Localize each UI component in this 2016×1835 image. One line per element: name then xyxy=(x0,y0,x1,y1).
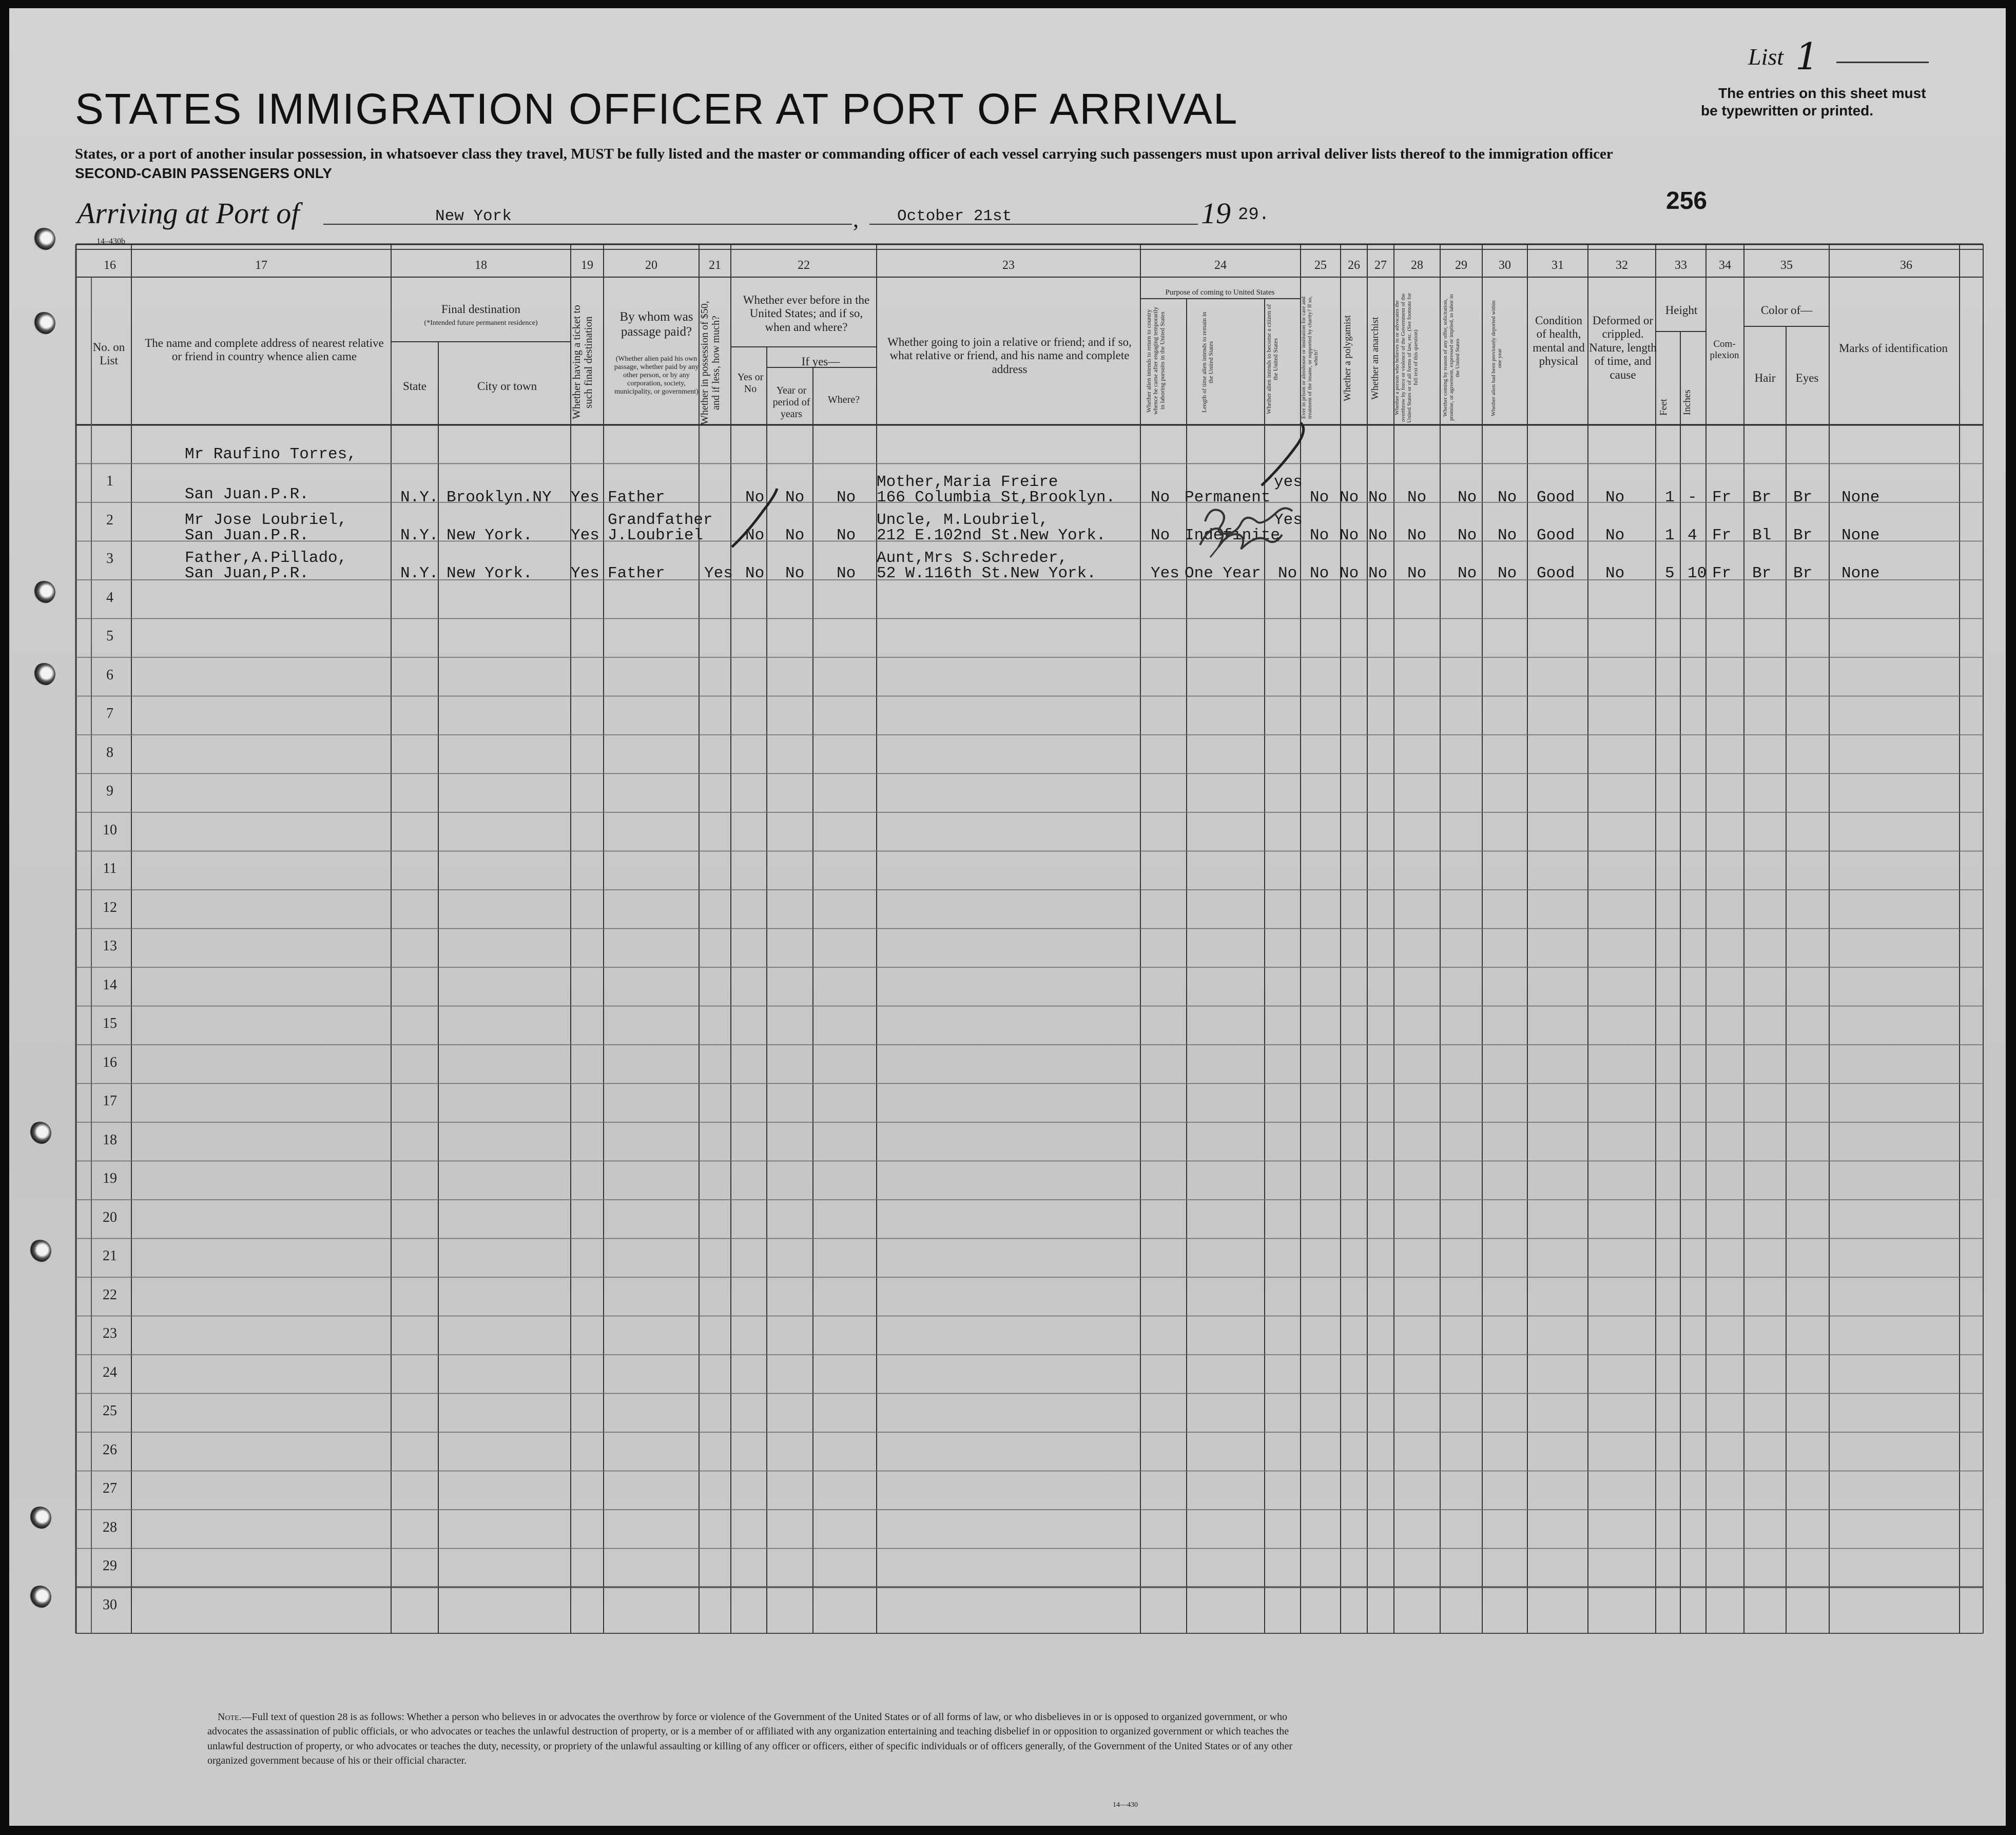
comma: , xyxy=(853,207,859,232)
cell-complexion: Fr xyxy=(1712,489,1732,506)
cell-before-yn: No xyxy=(745,526,765,544)
cell-c27: No xyxy=(1368,526,1388,544)
cell-c25: No xyxy=(1310,526,1329,544)
cell-complexion: Fr xyxy=(1712,526,1732,544)
cell-c25: No xyxy=(1310,489,1329,506)
row-number: 13 xyxy=(103,938,117,954)
cell-join-l1: Uncle, M.Loubriel, xyxy=(877,511,1049,529)
cell-relative-l2: San Juan.P.R. xyxy=(185,485,309,503)
row-number: 22 xyxy=(103,1286,117,1303)
cell-c29: No xyxy=(1458,564,1477,582)
row-number: 18 xyxy=(103,1131,117,1148)
column-number: 20 xyxy=(645,259,657,272)
cell-city: Brooklyn.NY xyxy=(447,489,552,506)
cell-state: N.Y. xyxy=(400,526,439,544)
cell-before-yn: No xyxy=(745,564,765,582)
cell-before-yn: No xyxy=(745,489,765,506)
cell-feet: 1 xyxy=(1665,526,1675,544)
header-where: Where? xyxy=(827,394,860,405)
instruction-line-2: be typewritten or printed. xyxy=(1701,103,1874,119)
column-number: 33 xyxy=(1675,259,1687,272)
cell-deformed: No xyxy=(1605,489,1625,506)
cell-eyes: Br xyxy=(1793,564,1813,582)
cell-c30: No xyxy=(1498,564,1517,582)
cell-c28: No xyxy=(1407,526,1427,544)
cell-health: Good xyxy=(1537,564,1575,582)
cell-before-where: No xyxy=(837,489,856,506)
cell-citizen: Yes xyxy=(1274,511,1303,529)
cell-citizen: yes xyxy=(1274,473,1303,491)
year-prefix: 19 xyxy=(1201,197,1231,230)
cell-inches: 10 xyxy=(1688,564,1707,582)
cell-length: One Year xyxy=(1185,564,1261,582)
cell-state: N.Y. xyxy=(400,489,439,506)
header-before-us: Whether ever before in the United States; and if so, when and where? xyxy=(743,294,870,334)
cell-c29: No xyxy=(1458,526,1477,544)
header-if-yes: If yes— xyxy=(801,355,840,368)
column-number: 36 xyxy=(1900,259,1912,272)
row-number: 20 xyxy=(103,1209,117,1225)
row-number: 30 xyxy=(103,1596,117,1613)
cell-join-l2: 166 Columbia St,Brooklyn. xyxy=(877,489,1116,506)
column-number: 29 xyxy=(1455,259,1467,272)
row-number: 21 xyxy=(103,1248,117,1264)
cell-health: Good xyxy=(1537,489,1575,506)
column-number: 19 xyxy=(581,259,593,272)
column-number: 17 xyxy=(255,259,267,272)
cell-deformed: No xyxy=(1605,564,1625,582)
header-col28: Whether a person who believes in or advocates the overthrow by force or violence of the Government of the United States or of all forms of law, etc. (See footnote for full text of this question) xyxy=(1394,292,1419,423)
row-number: 14 xyxy=(103,977,117,993)
row-number: 5 xyxy=(106,628,113,644)
cell-join-l1: Mother,Maria Freire xyxy=(877,473,1058,491)
instruction-line-1: The entries on this sheet must xyxy=(1718,85,1926,101)
cell-join-l2: 212 E.102nd St.New York. xyxy=(877,526,1106,544)
column-number: 35 xyxy=(1780,259,1793,272)
cell-city: New York. xyxy=(447,526,533,544)
sheet-number: 256 xyxy=(1666,187,1708,214)
cell-marks: None xyxy=(1841,564,1880,582)
cell-inches: 4 xyxy=(1688,526,1697,544)
cell-possession: Yes xyxy=(704,564,733,582)
column-number: 18 xyxy=(475,259,487,272)
header-col26: Whether a polygamist xyxy=(1342,315,1353,401)
cell-marks: None xyxy=(1841,489,1880,506)
row-number: 28 xyxy=(103,1519,117,1535)
header-passage-paid: By whom was passage paid? xyxy=(619,310,693,339)
row-number: 10 xyxy=(103,822,117,838)
header-purpose-b: Length of time alien intends to remain in the United States xyxy=(1200,311,1215,413)
page-title: STATES IMMIGRATION OFFICER AT PORT OF ARRIVAL xyxy=(75,85,1238,133)
column-number: 16 xyxy=(104,259,116,272)
cell-c26: No xyxy=(1340,564,1359,582)
cell-deformed: No xyxy=(1605,526,1625,544)
footnote-text: —Full text of question 28 is as follows: Whether a person who believes in or advocates the overthrow by force or violence of the Government of the United States or of all forms of law, or who disbelieves in or is opposed to organized government, or who advocates the assassination of public officials, or who advocates or teaches the unlawful destruction of property, or is a member of or affiliated with any organization entertaining and teaching disbelief in or opposition to organized government or which teaches the unlawful destruction of property, or who advocates or teaches the duty, necessity, or propriety of the unlawful assaulting or killing of any officer or officers, either of specific individuals or of officers generally, of the Government of the United States or of any other organized government because of his or their official character. xyxy=(207,1711,1293,1767)
header-deformed: Deformed or crippled. Nature, length of time, and cause xyxy=(1589,314,1657,381)
header-nearest-relative: The name and complete address of nearest relative or friend in country whence alien came xyxy=(145,337,384,363)
header-hair: Hair xyxy=(1754,372,1776,384)
cell-c29: No xyxy=(1458,489,1477,506)
header-color-of: Color of— xyxy=(1760,304,1813,317)
column-number: 34 xyxy=(1719,259,1731,272)
cell-c30: No xyxy=(1498,489,1517,506)
cell-c26: No xyxy=(1340,526,1359,544)
header-purpose: Purpose of coming to United States xyxy=(1165,288,1275,297)
form-code: 14–430b xyxy=(96,237,125,246)
cell-ticket: Yes xyxy=(571,489,599,506)
cell-return: Yes xyxy=(1151,564,1179,582)
cell-length: Permanent xyxy=(1185,489,1271,506)
header-marks: Marks of identification xyxy=(1838,342,1948,355)
cell-before-where: No xyxy=(837,526,856,544)
cell-paid-by: Father xyxy=(608,489,665,506)
header-col25: Ever in prison or almshouse or institution for care and treatment of the insane, or supported by charity? If so, which? xyxy=(1301,296,1320,419)
list-number: 1 xyxy=(1795,35,1819,78)
cell-paid-by: Father xyxy=(608,564,665,582)
cell-c26: No xyxy=(1340,489,1359,506)
column-number: 22 xyxy=(798,259,810,272)
cell-feet: 5 xyxy=(1665,564,1675,582)
header-possession: Whether in possession of $50, and if less, how much? xyxy=(699,301,722,425)
arriving-label: Arriving at Port of xyxy=(77,197,300,230)
cell-citizen: No xyxy=(1278,564,1297,582)
cell-before-years: No xyxy=(785,489,805,506)
header-height: Height xyxy=(1665,304,1698,317)
list-label: List xyxy=(1748,44,1784,70)
column-number: 21 xyxy=(709,259,721,272)
footnote-label: Note. xyxy=(218,1711,242,1723)
cell-c27: No xyxy=(1368,564,1388,582)
cell-before-years: No xyxy=(785,526,805,544)
row-number: 16 xyxy=(103,1054,117,1070)
row-number: 23 xyxy=(103,1325,117,1341)
cell-eyes: Br xyxy=(1793,489,1813,506)
header-passage-note: (Whether alien paid his own passage, whether paid by any other person, or by any corporation, society, municipality, or government) xyxy=(614,355,699,396)
header-join-relative: Whether going to join a relative or friend; and if so, what relative or friend, and his name and complete address xyxy=(887,336,1132,376)
row-number: 11 xyxy=(103,861,117,876)
column-number: 23 xyxy=(1002,259,1015,272)
subtitle: States, or a port of another insular possession, in whatsoever class they travel, MUST be fully listed and the master or commanding officer of each vessel carrying such passengers must upon arrival deliver lists thereof to the immigration officer xyxy=(75,146,1613,162)
cell-city: New York. xyxy=(447,564,533,582)
header-ticket: Whether having a ticket to such final destination xyxy=(570,305,595,420)
cell-marks: None xyxy=(1841,526,1880,544)
cell-eyes: Br xyxy=(1793,526,1813,544)
row-number: 15 xyxy=(103,1016,117,1031)
cell-return: No xyxy=(1151,526,1170,544)
header-col29: Whether coming by reason of any offer, solicitation, promise, or agreement, expressed or implied, to labor in the United States xyxy=(1442,294,1461,421)
row-number: 25 xyxy=(103,1403,117,1419)
date-value: October 21st xyxy=(897,207,1012,225)
cell-relative-l1: Mr Jose Loubriel, xyxy=(185,511,347,529)
cell-before-years: No xyxy=(785,564,805,582)
cell-paid-by-l2: J.Loubriel xyxy=(608,526,704,544)
column-number: 28 xyxy=(1411,259,1423,272)
cell-relative-l2: San Juan.P.R. xyxy=(185,526,309,544)
cell-ticket: Yes xyxy=(571,526,599,544)
row-number: 3 xyxy=(106,551,113,567)
cell-inches: - xyxy=(1688,489,1697,506)
cell-length: Indefinite xyxy=(1185,526,1281,544)
cabin-class: SECOND-CABIN PASSENGERS ONLY xyxy=(75,165,332,181)
header-col27: Whether an anarchist xyxy=(1370,317,1381,400)
manifest-sheet xyxy=(9,8,2006,1826)
cell-complexion: Fr xyxy=(1712,564,1732,582)
header-no-on-list: No. on List xyxy=(92,341,125,367)
row-number: 26 xyxy=(103,1441,117,1458)
header-purpose-c: Whether alien intends to become a citizen of the United States xyxy=(1265,304,1280,415)
cell-ticket: Yes xyxy=(571,564,599,582)
row-number: 9 xyxy=(106,783,113,799)
column-number: 27 xyxy=(1374,259,1387,272)
cell-relative-l1: Mr Raufino Torres, xyxy=(185,445,357,463)
cell-c27: No xyxy=(1368,489,1388,506)
column-number: 30 xyxy=(1499,259,1511,272)
cell-c30: No xyxy=(1498,526,1517,544)
row-number: 2 xyxy=(106,512,113,528)
row-number: 17 xyxy=(103,1093,117,1109)
year-value: 29. xyxy=(1238,205,1270,225)
cell-hair: Br xyxy=(1752,489,1772,506)
header-yes-no: Yes or No xyxy=(737,372,764,395)
handwriting-marks xyxy=(9,8,2006,1826)
header-year-period: Year or period of years xyxy=(772,385,810,420)
column-number: 31 xyxy=(1552,259,1564,272)
header-state: State xyxy=(403,380,427,393)
column-number: 24 xyxy=(1214,259,1227,272)
cell-feet: 1 xyxy=(1665,489,1675,506)
row-number: 7 xyxy=(106,706,113,721)
header-inches: Inches xyxy=(1682,389,1693,415)
cell-c25: No xyxy=(1310,564,1329,582)
row-number: 12 xyxy=(103,899,117,915)
row-number: 29 xyxy=(103,1558,117,1574)
header-feet: Feet xyxy=(1658,399,1669,416)
footnote-form-code: 14—430 xyxy=(1113,1801,1138,1809)
row-number: 4 xyxy=(106,589,113,606)
cell-c28: No xyxy=(1407,489,1427,506)
header-eyes: Eyes xyxy=(1795,372,1819,384)
cell-paid-by: Grandfather xyxy=(608,511,713,529)
header-purpose-a: Whether alien intends to return to country whence he came after engaging temporarily in laboring pursuits in the United States xyxy=(1145,306,1166,415)
row-number: 8 xyxy=(106,744,113,760)
row-number: 1 xyxy=(106,473,113,489)
cell-health: Good xyxy=(1537,526,1575,544)
cell-join-l1: Aunt,Mrs S.Schreder, xyxy=(877,549,1068,567)
cell-join-l2: 52 W.116th St.New York. xyxy=(877,564,1096,582)
cell-hair: Br xyxy=(1752,564,1772,582)
cell-state: N.Y. xyxy=(400,564,439,582)
cell-relative-l2: San Juan,P.R. xyxy=(185,564,309,582)
header-final-destination-note: (*Intended future permanent residence) xyxy=(424,319,538,327)
header-complexion: Com- plexion xyxy=(1710,339,1739,361)
cell-before-where: No xyxy=(837,564,856,582)
row-number: 19 xyxy=(103,1170,117,1186)
column-number: 32 xyxy=(1616,259,1628,272)
column-number: 26 xyxy=(1348,259,1360,272)
footnote xyxy=(207,1710,1311,1768)
header-city: City or town xyxy=(477,380,537,393)
cell-hair: Bl xyxy=(1752,526,1772,544)
header-final-destination: Final destination xyxy=(441,303,520,316)
port-value: New York xyxy=(435,207,512,225)
row-number: 24 xyxy=(103,1364,117,1380)
row-number: 27 xyxy=(103,1480,117,1496)
header-col30: Whether alien had been previously deported within one year xyxy=(1490,300,1503,416)
header-condition: Condition of health, mental and physical xyxy=(1533,314,1585,368)
row-number: 6 xyxy=(106,667,113,683)
cell-c28: No xyxy=(1407,564,1427,582)
column-number: 25 xyxy=(1314,259,1327,272)
cell-relative-l1: Father,A.Pillado, xyxy=(185,549,347,567)
cell-return: No xyxy=(1151,489,1170,506)
